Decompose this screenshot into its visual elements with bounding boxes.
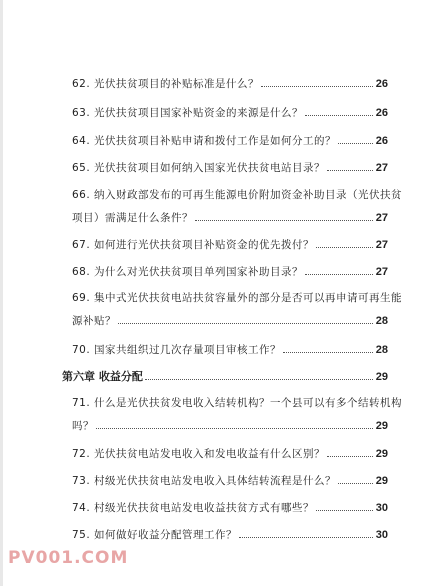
toc-entry-text: 64. 光伏扶贫项目补贴申请和拨付工作是如何分工的？ [72,135,337,147]
dot-leader [338,143,373,144]
toc-page-number: 27 [375,162,388,174]
toc-page-number: 29 [375,371,388,383]
toc-page-number: 26 [375,107,388,119]
toc-entry-72[interactable] [72,447,388,461]
dot-leader [305,115,373,116]
toc-page-number: 28 [375,315,388,327]
toc-entry-text-line1: 69. 集中式光伏扶贫电站扶贫容量外的部分是否可以再申请可再生能 [72,292,403,304]
toc-entry-text: 68. 为什么对光伏扶贫项目单列国家补助目录？ [72,266,304,278]
toc-entry-67[interactable] [72,238,388,252]
toc-entry-71[interactable] [72,396,403,433]
toc-entry-65[interactable] [72,161,388,175]
page-edge [0,0,3,586]
chapter-title: 第六章 收益分配 [62,370,143,383]
toc-page-number: 26 [375,78,388,90]
dot-leader [239,537,373,538]
toc-entry-text: 70. 国家共组织过几次存量项目审核工作？ [72,344,282,356]
toc-page-number: 27 [375,266,388,278]
dot-leader [118,323,373,324]
watermark: PV001.COM [8,548,129,568]
dot-leader [283,352,373,353]
toc-entry-74[interactable] [72,501,388,515]
toc-page-number: 26 [375,135,388,147]
toc-entry-text: 72. 光伏扶贫电站发电收入和发电收益有什么区别？ [72,448,326,460]
dot-leader [195,220,373,221]
toc-entry-text: 吗？ [72,420,94,432]
toc-entry-66[interactable] [72,188,403,225]
toc-page-number: 27 [375,212,388,224]
toc-entry-70[interactable] [72,343,388,357]
toc-entry-text-line1: 71. 什么是光伏扶贫发电收入结转机构？一个县可以有多个结转机构 [72,397,403,409]
toc-entry-text: 项目）需满足什么条件？ [72,212,193,224]
toc-page-number: 30 [375,502,388,514]
toc-entry-text: 63. 光伏扶贫项目国家补贴资金的来源是什么？ [72,107,304,119]
dot-leader [305,274,373,275]
toc-page-number: 29 [375,475,388,487]
toc-entry-text-line1: 66. 纳入财政部发布的可再生能源电价附加资金补助目录（光伏扶贫 [72,189,403,201]
toc-entry-text: 源补贴？ [72,315,116,327]
toc-page-number: 27 [375,239,388,251]
toc-entry-text: 73. 村级光伏扶贫电站发电收入具体结转流程是什么？ [72,475,337,487]
toc-entry-text: 62. 光伏扶贫项目的补贴标准是什么？ [72,78,260,90]
toc-entry-69[interactable] [72,291,403,328]
dot-leader [261,86,373,87]
dot-leader [327,170,373,171]
toc-entry-text: 65. 光伏扶贫项目如何纳入国家光伏扶贫电站目录？ [72,162,326,174]
toc-page-number: 28 [375,344,388,356]
toc-entry-75[interactable] [72,528,388,542]
toc-entry-text: 67. 如何进行光伏扶贫项目补贴资金的优先拨付？ [72,239,315,251]
toc-entry-63[interactable] [72,106,388,120]
toc-page-number: 29 [375,448,388,460]
dot-leader [96,428,373,429]
toc-entry-62[interactable] [72,77,388,91]
dot-leader [316,510,373,511]
toc-chapter-6[interactable] [62,370,388,384]
dot-leader [316,247,373,248]
toc-page-number: 29 [375,420,388,432]
toc-entry-text: 75. 如何做好收益分配管理工作？ [72,529,238,541]
toc-entry-64[interactable] [72,134,388,148]
dot-leader [338,483,373,484]
dot-leader [145,379,373,380]
toc-entry-text: 74. 村级光伏扶贫电站发电收益扶贫方式有哪些？ [72,502,315,514]
toc-entry-73[interactable] [72,474,388,488]
dot-leader [327,456,373,457]
toc-page-number: 30 [375,529,388,541]
toc-entry-68[interactable] [72,265,388,279]
